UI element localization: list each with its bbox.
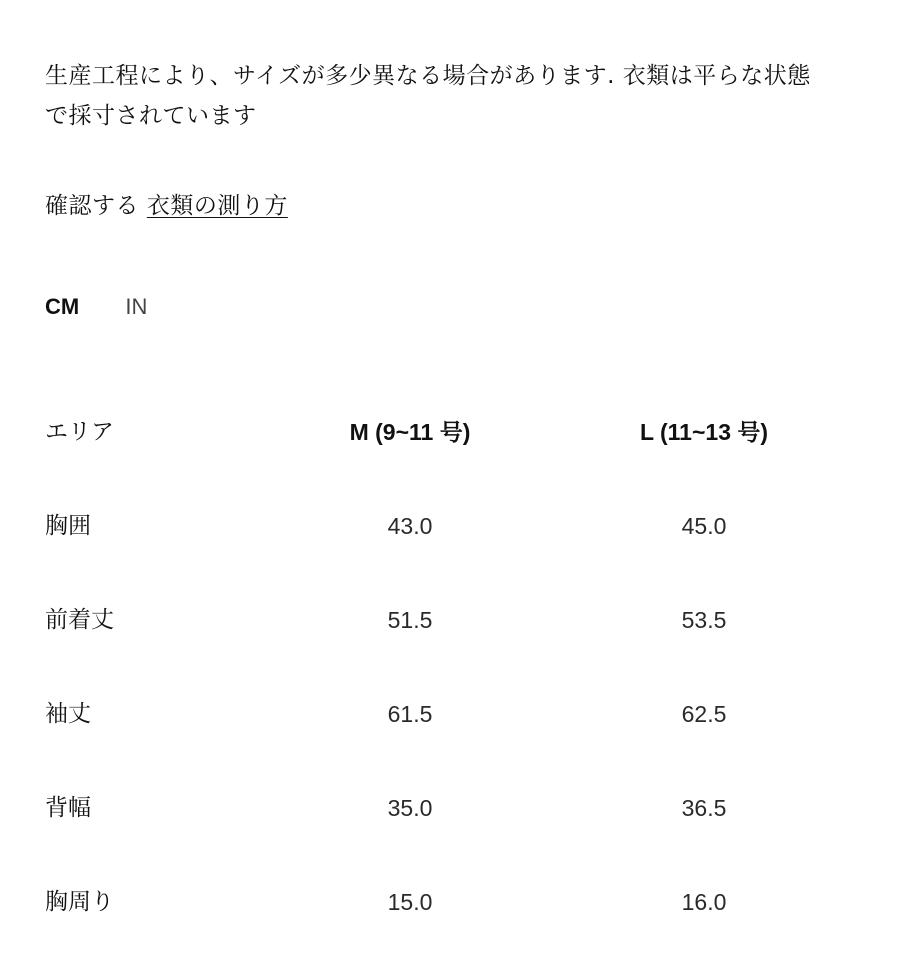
row-value-m: 35.0 — [387, 795, 433, 821]
row-value-m: 15.0 — [387, 889, 433, 915]
size-table-header — [45, 400, 865, 494]
size-disclaimer-line-2: で採寸されています — [45, 103, 257, 129]
size-disclaimer — [45, 56, 865, 136]
table-row — [45, 588, 865, 682]
row-value-m: 43.0 — [387, 513, 433, 539]
measure-guide-link[interactable]: 衣類の測り方 — [146, 193, 288, 219]
unit-toggle — [45, 290, 147, 324]
row-value-l: 45.0 — [681, 513, 727, 539]
row-value-m: 51.5 — [387, 607, 433, 633]
row-value-l: 16.0 — [681, 889, 727, 915]
row-value-l: 36.5 — [681, 795, 727, 821]
row-area-label: 前着丈 — [45, 607, 114, 633]
header-size-m: M (9~11 号) — [349, 419, 471, 445]
header-area: エリア — [45, 419, 114, 445]
row-area-label: 背幅 — [45, 795, 91, 821]
measure-guide-prefix: 確認する — [45, 193, 147, 219]
row-area-label: 胸周り — [45, 889, 114, 915]
size-disclaimer-line-1: 生産工程により、サイズが多少異なる場合があります. 衣類は平らな状態 — [45, 63, 811, 89]
row-area-label: 袖丈 — [45, 701, 91, 727]
row-value-l: 53.5 — [681, 607, 727, 633]
unit-in-tab[interactable]: IN — [125, 294, 148, 319]
table-row — [45, 494, 865, 588]
table-row — [45, 870, 865, 964]
row-value-l: 62.5 — [681, 701, 727, 727]
row-area-label: 胸囲 — [45, 513, 91, 539]
row-value-m: 61.5 — [387, 701, 433, 727]
unit-cm-tab[interactable]: CM — [45, 294, 80, 319]
header-size-l: L (11~13 号) — [639, 419, 769, 445]
table-row — [45, 776, 865, 870]
measure-guide-row — [45, 186, 288, 226]
table-row — [45, 682, 865, 776]
size-table — [45, 400, 865, 964]
